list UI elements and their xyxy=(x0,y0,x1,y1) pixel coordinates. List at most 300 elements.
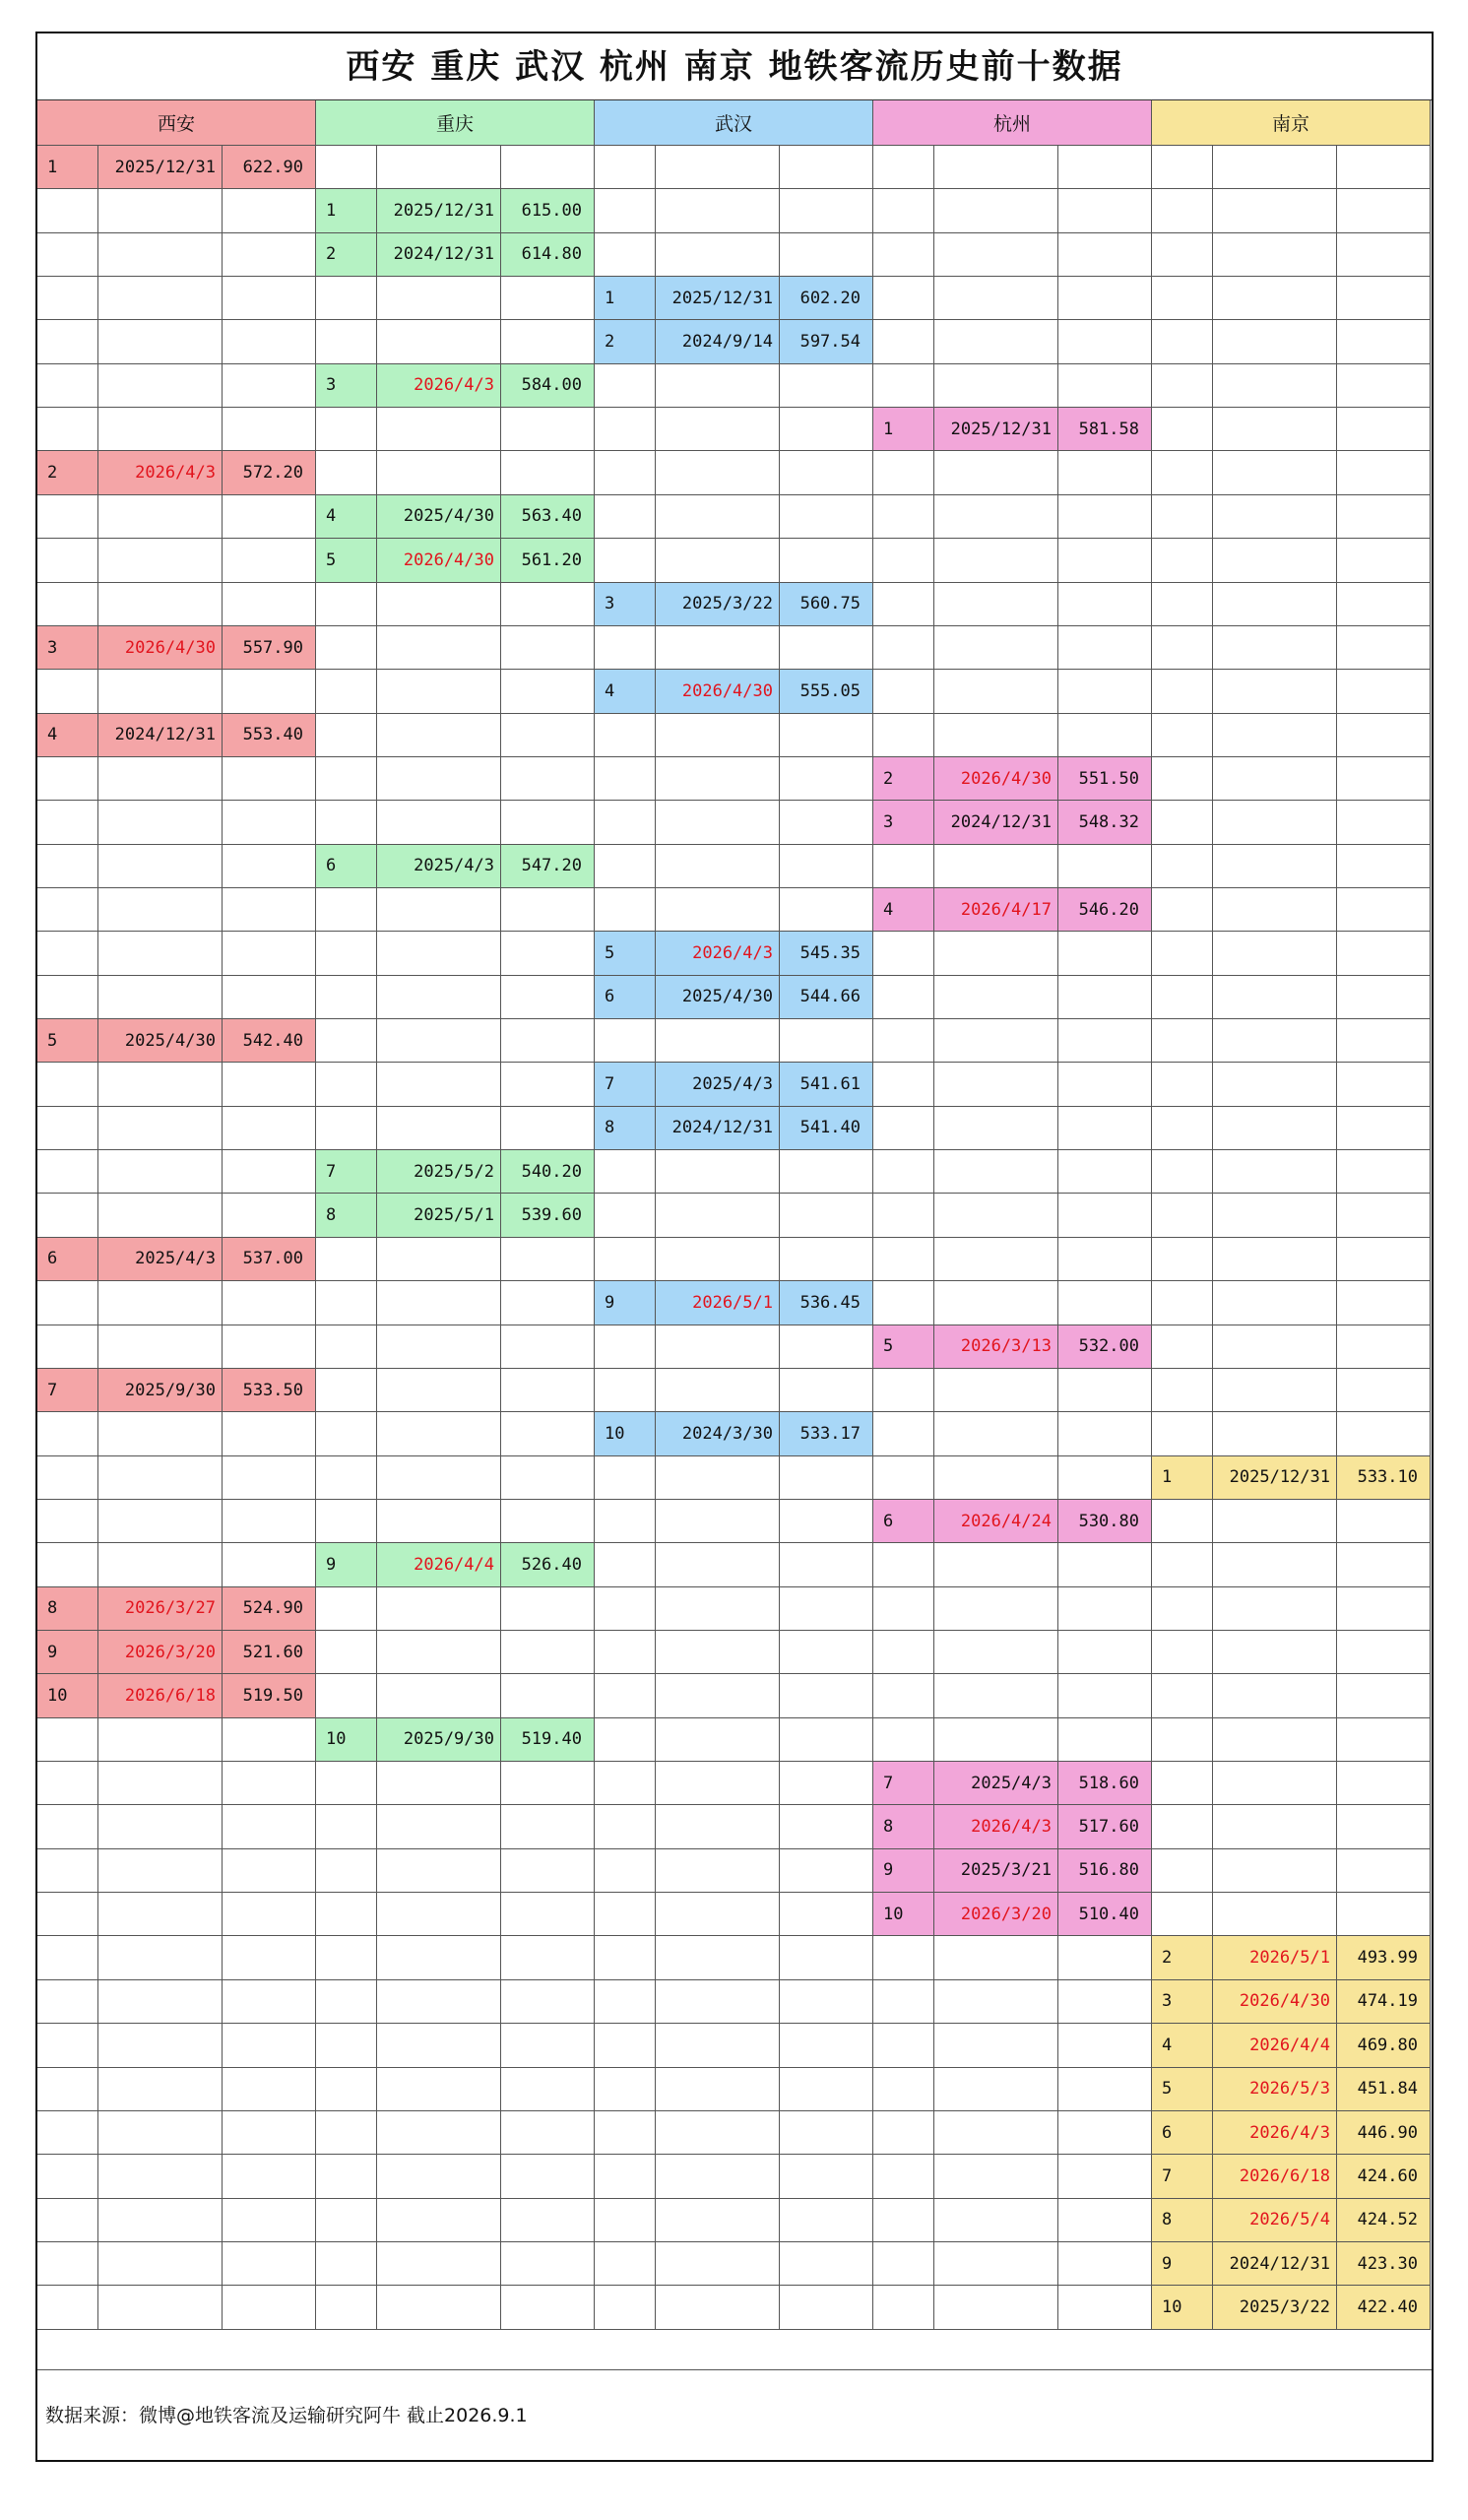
empty-cell xyxy=(1213,1281,1337,1325)
empty-cell xyxy=(1152,1849,1213,1893)
empty-cell xyxy=(1058,320,1152,363)
empty-cell xyxy=(377,1980,501,2024)
rank-cell: 4 xyxy=(1152,2024,1213,2067)
empty-cell xyxy=(37,1281,98,1325)
empty-cell xyxy=(316,1631,377,1674)
empty-cell xyxy=(98,2068,223,2111)
rank-cell: 6 xyxy=(37,1238,98,1281)
empty-cell xyxy=(1152,364,1213,408)
empty-cell xyxy=(780,364,873,408)
empty-cell xyxy=(377,2068,501,2111)
empty-cell xyxy=(1152,1412,1213,1455)
value-cell: 542.40 xyxy=(223,1019,316,1063)
empty-cell xyxy=(1058,1194,1152,1237)
rank-cell: 1 xyxy=(1152,1456,1213,1500)
empty-cell xyxy=(501,1107,595,1150)
ranking-sheet xyxy=(35,32,1434,2462)
empty-cell xyxy=(1337,888,1431,932)
empty-cell xyxy=(37,2111,98,2155)
empty-cell xyxy=(377,583,501,626)
empty-cell xyxy=(1152,1369,1213,1412)
empty-cell xyxy=(37,1893,98,1936)
empty-cell xyxy=(1337,408,1431,451)
empty-cell xyxy=(1152,233,1213,277)
value-cell: 622.90 xyxy=(223,146,316,189)
empty-cell xyxy=(1213,757,1337,801)
empty-cell xyxy=(656,1369,780,1412)
empty-cell xyxy=(377,1456,501,1500)
empty-cell xyxy=(1152,539,1213,582)
empty-cell xyxy=(656,1805,780,1848)
rank-cell: 8 xyxy=(595,1107,656,1150)
empty-cell xyxy=(873,1587,934,1631)
empty-cell xyxy=(656,1674,780,1717)
rank-cell: 1 xyxy=(873,408,934,451)
empty-cell xyxy=(316,146,377,189)
empty-cell xyxy=(98,1718,223,1762)
empty-cell xyxy=(595,2068,656,2111)
empty-cell xyxy=(934,189,1058,232)
empty-cell xyxy=(1058,976,1152,1019)
empty-cell xyxy=(1213,146,1337,189)
empty-cell xyxy=(1058,2024,1152,2067)
empty-cell xyxy=(37,1107,98,1150)
rank-cell: 9 xyxy=(1152,2242,1213,2286)
empty-cell xyxy=(595,1980,656,2024)
empty-cell xyxy=(223,888,316,932)
empty-cell xyxy=(223,1893,316,1936)
empty-cell xyxy=(501,1500,595,1543)
empty-cell xyxy=(934,1238,1058,1281)
empty-cell xyxy=(1152,1674,1213,1717)
date-cell: 2026/5/4 xyxy=(1213,2199,1337,2242)
value-cell: 510.40 xyxy=(1058,1893,1152,1936)
empty-cell xyxy=(656,2155,780,2198)
empty-cell xyxy=(377,1107,501,1150)
empty-cell xyxy=(37,1325,98,1369)
empty-cell xyxy=(595,1893,656,1936)
empty-cell xyxy=(934,2199,1058,2242)
rank-cell: 3 xyxy=(873,801,934,844)
empty-cell xyxy=(501,932,595,975)
empty-cell xyxy=(873,189,934,232)
empty-cell xyxy=(98,1107,223,1150)
date-cell: 2026/5/1 xyxy=(1213,1936,1337,1979)
date-cell: 2024/12/31 xyxy=(377,233,501,277)
empty-cell xyxy=(873,2024,934,2067)
empty-cell xyxy=(1152,1325,1213,1369)
empty-cell xyxy=(780,845,873,888)
empty-cell xyxy=(223,320,316,363)
empty-cell xyxy=(1213,626,1337,670)
empty-cell xyxy=(98,976,223,1019)
empty-cell xyxy=(595,2199,656,2242)
empty-cell xyxy=(1337,189,1431,232)
value-cell: 563.40 xyxy=(501,495,595,539)
empty-cell xyxy=(780,1893,873,1936)
empty-cell xyxy=(377,2286,501,2329)
empty-cell xyxy=(316,451,377,494)
empty-cell xyxy=(37,1500,98,1543)
empty-cell xyxy=(873,1412,934,1455)
empty-cell xyxy=(1058,189,1152,232)
empty-cell xyxy=(1058,2155,1152,2198)
empty-cell xyxy=(934,976,1058,1019)
empty-cell xyxy=(934,626,1058,670)
empty-cell xyxy=(1213,451,1337,494)
empty-cell xyxy=(98,1325,223,1369)
empty-cell xyxy=(501,2242,595,2286)
empty-cell xyxy=(223,1718,316,1762)
empty-cell xyxy=(377,1412,501,1455)
date-cell: 2025/4/30 xyxy=(377,495,501,539)
rank-cell: 3 xyxy=(1152,1980,1213,2024)
rank-cell: 2 xyxy=(1152,1936,1213,1979)
empty-cell xyxy=(873,2111,934,2155)
empty-cell xyxy=(934,451,1058,494)
empty-cell xyxy=(934,1543,1058,1586)
rank-cell: 10 xyxy=(595,1412,656,1455)
empty-cell xyxy=(934,1063,1058,1106)
empty-cell xyxy=(656,1238,780,1281)
empty-cell xyxy=(595,1631,656,1674)
rank-cell: 9 xyxy=(37,1631,98,1674)
empty-cell xyxy=(1213,714,1337,757)
empty-cell xyxy=(1213,1762,1337,1805)
rank-cell: 5 xyxy=(316,539,377,582)
empty-cell xyxy=(873,146,934,189)
empty-cell xyxy=(223,976,316,1019)
empty-cell xyxy=(98,1456,223,1500)
date-cell: 2025/4/30 xyxy=(656,976,780,1019)
empty-cell xyxy=(1152,1019,1213,1063)
empty-cell xyxy=(656,1194,780,1237)
empty-cell xyxy=(873,1281,934,1325)
empty-cell xyxy=(223,1107,316,1150)
empty-cell xyxy=(780,1587,873,1631)
empty-cell xyxy=(873,583,934,626)
empty-cell xyxy=(1058,583,1152,626)
empty-cell xyxy=(780,2286,873,2329)
empty-cell xyxy=(1152,757,1213,801)
empty-cell xyxy=(656,2068,780,2111)
empty-cell xyxy=(98,1980,223,2024)
empty-cell xyxy=(780,1543,873,1586)
empty-cell xyxy=(1152,408,1213,451)
rank-cell: 2 xyxy=(873,757,934,801)
empty-cell xyxy=(1337,1281,1431,1325)
empty-cell xyxy=(1152,320,1213,363)
empty-cell xyxy=(377,277,501,320)
empty-cell xyxy=(223,1281,316,1325)
empty-cell xyxy=(501,714,595,757)
empty-cell xyxy=(98,888,223,932)
rank-cell: 2 xyxy=(316,233,377,277)
empty-cell xyxy=(501,2199,595,2242)
empty-cell xyxy=(1152,1194,1213,1237)
date-cell: 2026/6/18 xyxy=(1213,2155,1337,2198)
empty-cell xyxy=(1213,1412,1337,1455)
empty-cell xyxy=(595,1369,656,1412)
empty-cell xyxy=(1213,1543,1337,1586)
empty-cell xyxy=(1058,2111,1152,2155)
empty-cell xyxy=(934,146,1058,189)
value-cell: 540.20 xyxy=(501,1150,595,1194)
value-cell: 547.20 xyxy=(501,845,595,888)
empty-cell xyxy=(98,845,223,888)
empty-cell xyxy=(316,1456,377,1500)
empty-cell xyxy=(37,2286,98,2329)
empty-cell xyxy=(934,2024,1058,2067)
empty-cell xyxy=(501,1849,595,1893)
empty-cell xyxy=(934,1456,1058,1500)
date-cell: 2026/6/18 xyxy=(98,1674,223,1717)
empty-cell xyxy=(780,2111,873,2155)
empty-cell xyxy=(873,539,934,582)
empty-cell xyxy=(656,1893,780,1936)
empty-cell xyxy=(595,888,656,932)
empty-cell xyxy=(873,1674,934,1717)
value-cell: 451.84 xyxy=(1337,2068,1431,2111)
empty-cell xyxy=(934,2111,1058,2155)
empty-cell xyxy=(1058,2286,1152,2329)
source-note: 数据来源：微博@地铁客流及运输研究阿牛 截止2026.9.1 xyxy=(37,2369,1432,2460)
empty-cell xyxy=(1058,539,1152,582)
empty-cell xyxy=(780,408,873,451)
empty-cell xyxy=(873,495,934,539)
empty-cell xyxy=(37,2242,98,2286)
rank-cell: 6 xyxy=(873,1500,934,1543)
empty-cell xyxy=(780,2068,873,2111)
empty-cell xyxy=(98,320,223,363)
date-cell: 2026/4/30 xyxy=(377,539,501,582)
empty-cell xyxy=(1152,976,1213,1019)
empty-cell xyxy=(377,1674,501,1717)
date-cell: 2024/3/30 xyxy=(656,1412,780,1455)
empty-cell xyxy=(934,932,1058,975)
empty-cell xyxy=(1058,1107,1152,1150)
empty-cell xyxy=(1058,1019,1152,1063)
empty-cell xyxy=(1152,1543,1213,1586)
empty-cell xyxy=(1058,626,1152,670)
empty-cell xyxy=(377,320,501,363)
empty-cell xyxy=(595,495,656,539)
value-cell: 526.40 xyxy=(501,1543,595,1586)
empty-cell xyxy=(1152,626,1213,670)
empty-cell xyxy=(1058,1456,1152,1500)
empty-cell xyxy=(934,1369,1058,1412)
empty-cell xyxy=(1213,495,1337,539)
empty-cell xyxy=(377,1063,501,1106)
date-cell: 2025/12/31 xyxy=(1213,1456,1337,1500)
empty-cell xyxy=(873,2068,934,2111)
empty-cell xyxy=(223,1063,316,1106)
empty-cell xyxy=(316,1325,377,1369)
empty-cell xyxy=(934,1631,1058,1674)
empty-cell xyxy=(595,626,656,670)
empty-cell xyxy=(1337,670,1431,713)
date-cell: 2026/4/24 xyxy=(934,1500,1058,1543)
empty-cell xyxy=(1152,1631,1213,1674)
date-cell: 2026/4/4 xyxy=(377,1543,501,1586)
empty-cell xyxy=(934,320,1058,363)
empty-cell xyxy=(316,1412,377,1455)
empty-cell xyxy=(37,2155,98,2198)
value-cell: 572.20 xyxy=(223,451,316,494)
empty-cell xyxy=(780,1980,873,2024)
empty-cell xyxy=(377,2024,501,2067)
date-cell: 2026/3/27 xyxy=(98,1587,223,1631)
empty-cell xyxy=(595,1936,656,1979)
empty-cell xyxy=(98,2242,223,2286)
empty-cell xyxy=(1152,495,1213,539)
empty-cell xyxy=(377,1325,501,1369)
empty-cell xyxy=(1337,1019,1431,1063)
empty-cell xyxy=(780,539,873,582)
empty-cell xyxy=(501,1631,595,1674)
empty-cell xyxy=(656,2024,780,2067)
empty-cell xyxy=(37,233,98,277)
empty-cell xyxy=(223,670,316,713)
empty-cell xyxy=(377,1893,501,1936)
empty-cell xyxy=(98,495,223,539)
date-cell: 2025/12/31 xyxy=(934,408,1058,451)
empty-cell xyxy=(1337,1543,1431,1586)
empty-cell xyxy=(316,626,377,670)
empty-cell xyxy=(1213,670,1337,713)
rank-cell: 2 xyxy=(595,320,656,363)
empty-cell xyxy=(1058,233,1152,277)
empty-cell xyxy=(98,801,223,844)
empty-cell xyxy=(98,1805,223,1848)
empty-cell xyxy=(1058,670,1152,713)
empty-cell xyxy=(595,2111,656,2155)
date-cell: 2025/4/30 xyxy=(98,1019,223,1063)
empty-cell xyxy=(780,2024,873,2067)
empty-cell xyxy=(595,1805,656,1848)
value-cell: 553.40 xyxy=(223,714,316,757)
rank-cell: 3 xyxy=(316,364,377,408)
empty-cell xyxy=(223,845,316,888)
empty-cell xyxy=(501,1805,595,1848)
date-cell: 2024/12/31 xyxy=(98,714,223,757)
value-cell: 548.32 xyxy=(1058,801,1152,844)
empty-cell xyxy=(1213,539,1337,582)
empty-cell xyxy=(501,2286,595,2329)
value-cell: 545.35 xyxy=(780,932,873,975)
empty-cell xyxy=(37,976,98,1019)
empty-cell xyxy=(37,1412,98,1455)
empty-cell xyxy=(223,277,316,320)
empty-cell xyxy=(873,2242,934,2286)
date-cell: 2026/4/30 xyxy=(656,670,780,713)
empty-cell xyxy=(37,583,98,626)
date-cell: 2025/12/31 xyxy=(377,189,501,232)
ranking-table xyxy=(37,100,1432,2373)
empty-cell xyxy=(1337,1369,1431,1412)
empty-cell xyxy=(1058,1587,1152,1631)
empty-cell xyxy=(934,1936,1058,1979)
empty-cell xyxy=(223,801,316,844)
empty-cell xyxy=(316,2024,377,2067)
empty-cell xyxy=(316,2286,377,2329)
value-cell: 424.60 xyxy=(1337,2155,1431,2198)
empty-cell xyxy=(377,408,501,451)
empty-cell xyxy=(1152,714,1213,757)
empty-cell xyxy=(656,845,780,888)
empty-cell xyxy=(873,1194,934,1237)
empty-cell xyxy=(656,1325,780,1369)
empty-cell xyxy=(873,845,934,888)
empty-cell xyxy=(316,1281,377,1325)
empty-cell xyxy=(873,2286,934,2329)
empty-cell xyxy=(656,2286,780,2329)
empty-cell xyxy=(873,277,934,320)
empty-cell xyxy=(934,233,1058,277)
empty-cell xyxy=(1213,1325,1337,1369)
date-cell: 2024/9/14 xyxy=(656,320,780,363)
empty-cell xyxy=(595,408,656,451)
empty-cell xyxy=(780,1500,873,1543)
empty-cell xyxy=(595,1150,656,1194)
empty-cell xyxy=(98,1150,223,1194)
empty-cell xyxy=(780,714,873,757)
empty-cell xyxy=(98,364,223,408)
empty-cell xyxy=(1152,1107,1213,1150)
rank-cell: 8 xyxy=(873,1805,934,1848)
rank-cell: 5 xyxy=(873,1325,934,1369)
empty-cell xyxy=(780,451,873,494)
date-cell: 2026/4/17 xyxy=(934,888,1058,932)
date-cell: 2025/12/31 xyxy=(98,146,223,189)
empty-cell xyxy=(1213,1107,1337,1150)
empty-cell xyxy=(1337,1325,1431,1369)
city-header-wuhan: 武汉 xyxy=(595,100,873,146)
empty-cell xyxy=(1152,1718,1213,1762)
city-header-hangzhou: 杭州 xyxy=(873,100,1152,146)
empty-cell xyxy=(223,2286,316,2329)
empty-cell xyxy=(1213,1063,1337,1106)
value-cell: 533.50 xyxy=(223,1369,316,1412)
empty-cell xyxy=(501,320,595,363)
empty-cell xyxy=(501,1281,595,1325)
value-cell: 422.40 xyxy=(1337,2286,1431,2329)
date-cell: 2025/12/31 xyxy=(656,277,780,320)
empty-cell xyxy=(1337,495,1431,539)
empty-cell xyxy=(595,1500,656,1543)
value-cell: 519.50 xyxy=(223,1674,316,1717)
empty-cell xyxy=(316,932,377,975)
rank-cell: 4 xyxy=(873,888,934,932)
empty-cell xyxy=(223,1456,316,1500)
rank-cell: 2 xyxy=(37,451,98,494)
empty-cell xyxy=(316,408,377,451)
empty-cell xyxy=(223,1194,316,1237)
empty-cell xyxy=(873,1543,934,1586)
empty-cell xyxy=(1213,233,1337,277)
empty-cell xyxy=(223,757,316,801)
empty-cell xyxy=(595,1762,656,1805)
empty-cell xyxy=(223,932,316,975)
value-cell: 581.58 xyxy=(1058,408,1152,451)
empty-cell xyxy=(595,146,656,189)
rank-cell: 8 xyxy=(1152,2199,1213,2242)
value-cell: 517.60 xyxy=(1058,1805,1152,1848)
empty-cell xyxy=(934,2155,1058,2198)
empty-cell xyxy=(873,320,934,363)
empty-cell xyxy=(37,670,98,713)
empty-cell xyxy=(98,408,223,451)
